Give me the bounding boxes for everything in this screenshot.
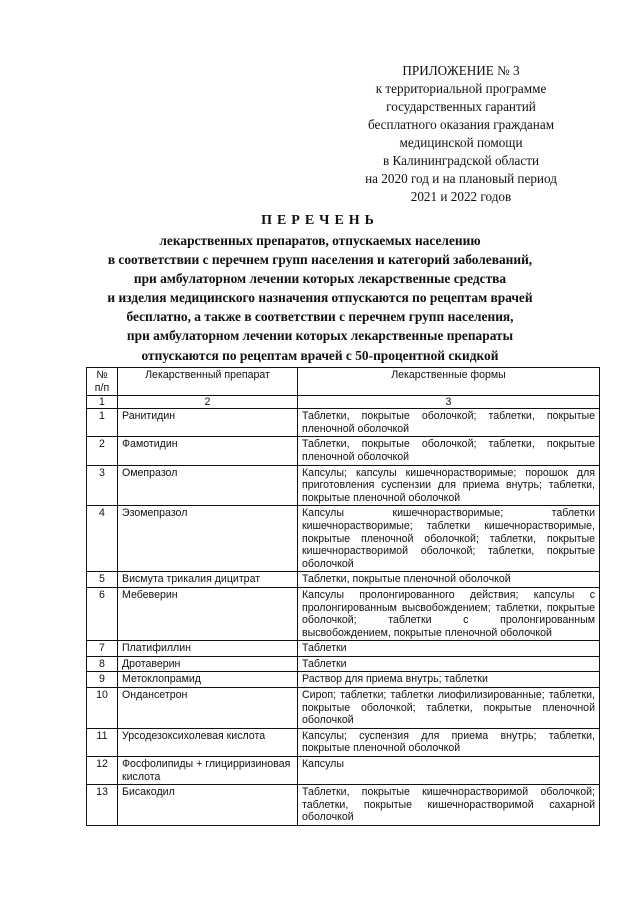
table-row [87,757,600,785]
drug-name: Бисакодил [118,785,298,826]
heading-line: отпускаются по рецептам врачей с 50-процентной скидкой [141,347,499,363]
appendix-line: на 2020 год и на плановый период [365,171,557,186]
drug-forms: Раствор для приема внутрь; таблетки [298,672,600,688]
column-numbers-row [87,396,600,409]
drug-forms: Капсулы; суспензия для приема внутрь; таблетки, покрытые пленочной оболочкой [298,728,600,756]
heading-line: при амбулаторном лечении которых лекарственные препараты [126,328,514,344]
drug-name: Ранитидин [118,409,298,437]
column-number: 2 [118,396,298,409]
drug-forms: Таблетки, покрытые кишечнорастворимой оболочкой; таблетки, покрытые кишечнорастворимой сахарной оболочкой [298,785,600,826]
header-drug: Лекарственный препарат [118,368,298,396]
drug-name: Висмута трикалия дицитрат [118,572,298,588]
drug-forms: Таблетки [298,641,600,657]
drug-forms: Таблетки [298,656,600,672]
table-row [87,437,600,465]
column-number: 3 [298,396,600,409]
document-title: ПЕРЕЧЕНЬ [261,213,379,228]
table-row [87,641,600,657]
drug-forms: Капсулы [298,757,600,785]
table-row [87,656,600,672]
table-row [87,688,600,729]
row-number: 6 [87,587,118,640]
drug-name: Фосфолипиды + глицирризиновая кислота [118,757,298,785]
table-row [87,409,600,437]
appendix-line: бесплатного оказания гражданам [367,117,555,132]
drug-name: Метоклопрамид [118,672,298,688]
table-row [87,587,600,640]
appendix-title: ПРИЛОЖЕНИЕ № 3 [402,63,520,78]
row-number: 10 [87,688,118,729]
table-header-row [87,368,600,396]
row-number: 13 [87,785,118,826]
drug-forms: Сироп; таблетки; таблетки лиофилизированные; таблетки, покрытые оболочкой; таблетки, покрытые пленочной оболочкой [298,688,600,729]
table-row [87,572,600,588]
heading-line: в соответствии с перечнем групп населения и категорий заболеваний, [107,252,533,268]
header-number: № п/п [87,368,118,396]
table-row [87,728,600,756]
heading-line: бесплатно, а также в соответствии с перечнем групп населения, [126,309,514,325]
row-number: 2 [87,437,118,465]
drug-name: Урсодезоксихолевая кислота [118,728,298,756]
table-row [87,785,600,826]
appendix-line: 2021 и 2022 годов [410,189,512,204]
drug-name: Мебеверин [118,587,298,640]
heading-line: при амбулаторном лечении которых лекарственные средства [133,271,507,287]
column-number: 1 [87,396,118,409]
appendix-line: в Калининградской области [382,153,540,168]
table-row [87,506,600,572]
row-number: 7 [87,641,118,657]
row-number: 8 [87,656,118,672]
drug-name: Омепразол [118,465,298,506]
header-forms: Лекарственные формы [298,368,600,396]
drug-forms: Капсулы; капсулы кишечнорастворимые; порошок для приготовления суспензии для приема внутрь; таблетки, покрытые пленочной оболочкой [298,465,600,506]
heading-line: лекарственных препаратов, отпускаемых населению [159,233,481,248]
row-number: 3 [87,465,118,506]
drug-forms: Капсулы пролонгированного действия; капсулы с пролонгированным высвобождением; таблетки, покрытые оболочкой; таблетки с пролонгированным высвобождением, покрытые пленочной оболочкой [298,587,600,640]
row-number: 5 [87,572,118,588]
row-number: 11 [87,728,118,756]
drug-name: Эзомепразол [118,506,298,572]
appendix-line: к территориальной программе [375,81,547,96]
drug-forms: Таблетки, покрытые оболочкой; таблетки, покрытые пленочной оболочкой [298,437,600,465]
appendix-block [330,62,592,206]
row-number: 9 [87,672,118,688]
row-number: 4 [87,506,118,572]
drug-name: Платифиллин [118,641,298,657]
drug-forms: Капсулы кишечнорастворимые; таблетки кишечнорастворимые; таблетки кишечнорастворимые, покрытые пленочной оболочкой; таблетки, покрытые кишечнорастворимой оболочкой; таблетки, покрытые оболочкой [298,506,600,572]
document-heading [60,211,580,365]
table-row [87,672,600,688]
drug-name: Ондансетрон [118,688,298,729]
row-number: 1 [87,409,118,437]
drug-name: Дротаверин [118,656,298,672]
row-number: 12 [87,757,118,785]
appendix-line: медицинской помощи [399,135,523,150]
heading-line: и изделия медицинского назначения отпускаются по рецептам врачей [107,290,533,306]
drug-forms: Таблетки, покрытые пленочной оболочкой [298,572,600,588]
table-row [87,465,600,506]
drugs-table [86,367,600,826]
drug-forms: Таблетки, покрытые оболочкой; таблетки, покрытые пленочной оболочкой [298,409,600,437]
drug-name: Фамотидин [118,437,298,465]
appendix-line: государственных гарантий [386,99,536,114]
